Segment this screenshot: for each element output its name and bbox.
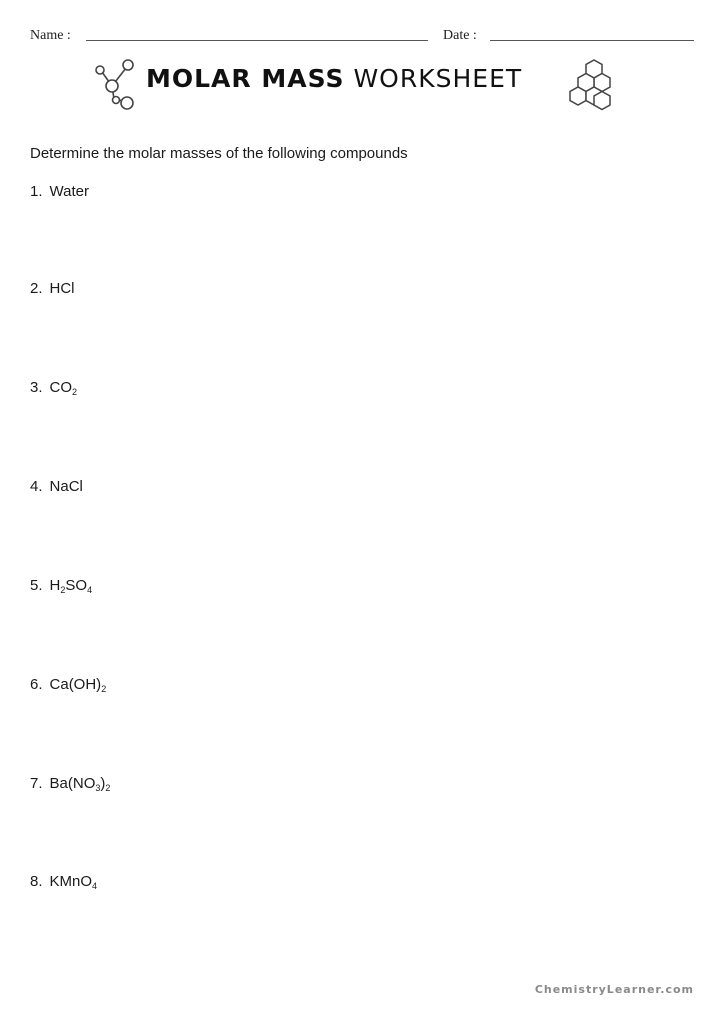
- formula-text: H: [49, 577, 61, 594]
- question-text: [50, 676, 107, 693]
- question-item: [30, 676, 106, 693]
- formula-text: Ca(OH): [49, 676, 102, 693]
- question-text: [50, 577, 93, 594]
- question-text: [50, 379, 78, 396]
- hexagon-rings-icon: [558, 58, 614, 114]
- question-text: [50, 183, 89, 200]
- title-text: [146, 64, 522, 93]
- name-label: Name :: [30, 28, 71, 43]
- question-number: 6.: [30, 676, 43, 693]
- question-number: 2.: [30, 280, 43, 297]
- molecule-icon: [92, 58, 142, 113]
- formula-subscript: 4: [92, 881, 98, 891]
- name-line: [86, 40, 428, 41]
- formula-subscript: 2: [105, 783, 111, 793]
- formula-subscript: 2: [72, 387, 78, 397]
- question-number: 7.: [30, 775, 43, 792]
- question-text: [50, 873, 98, 890]
- date-label: Date :: [443, 28, 477, 43]
- question-item: [30, 280, 75, 297]
- question-item: [30, 379, 77, 396]
- question-number: 8.: [30, 873, 43, 890]
- question-item: [30, 577, 92, 594]
- title-light: WORKSHEET: [353, 64, 523, 93]
- question-text: [50, 280, 75, 297]
- question-text: [50, 478, 83, 495]
- formula-text: KMnO: [49, 873, 93, 890]
- formula-text: ): [100, 775, 106, 792]
- formula-text: NaCl: [49, 478, 83, 495]
- question-number: 5.: [30, 577, 43, 594]
- question-item: [30, 873, 97, 890]
- formula-text: Water: [49, 183, 89, 200]
- title-bold: MOLAR MASS: [146, 64, 345, 93]
- formula-text: SO: [65, 577, 88, 594]
- formula-subscript: 4: [87, 585, 93, 595]
- question-item: [30, 775, 110, 792]
- footer-brand: ChemistryLearner.com: [534, 983, 694, 996]
- instructions: Determine the molar masses of the following compounds: [30, 145, 408, 162]
- formula-text: Ba(NO: [49, 775, 96, 792]
- question-text: [50, 775, 111, 792]
- worksheet-title: [92, 58, 612, 113]
- question-number: 1.: [30, 183, 43, 200]
- question-item: [30, 183, 89, 200]
- question-number: 3.: [30, 379, 43, 396]
- formula-text: CO: [49, 379, 73, 396]
- formula-subscript: 2: [60, 585, 66, 595]
- question-number: 4.: [30, 478, 43, 495]
- formula-subscript: 2: [101, 684, 107, 694]
- date-line: [490, 40, 694, 41]
- question-item: [30, 478, 83, 495]
- formula-subscript: 3: [95, 783, 101, 793]
- formula-text: HCl: [49, 280, 75, 297]
